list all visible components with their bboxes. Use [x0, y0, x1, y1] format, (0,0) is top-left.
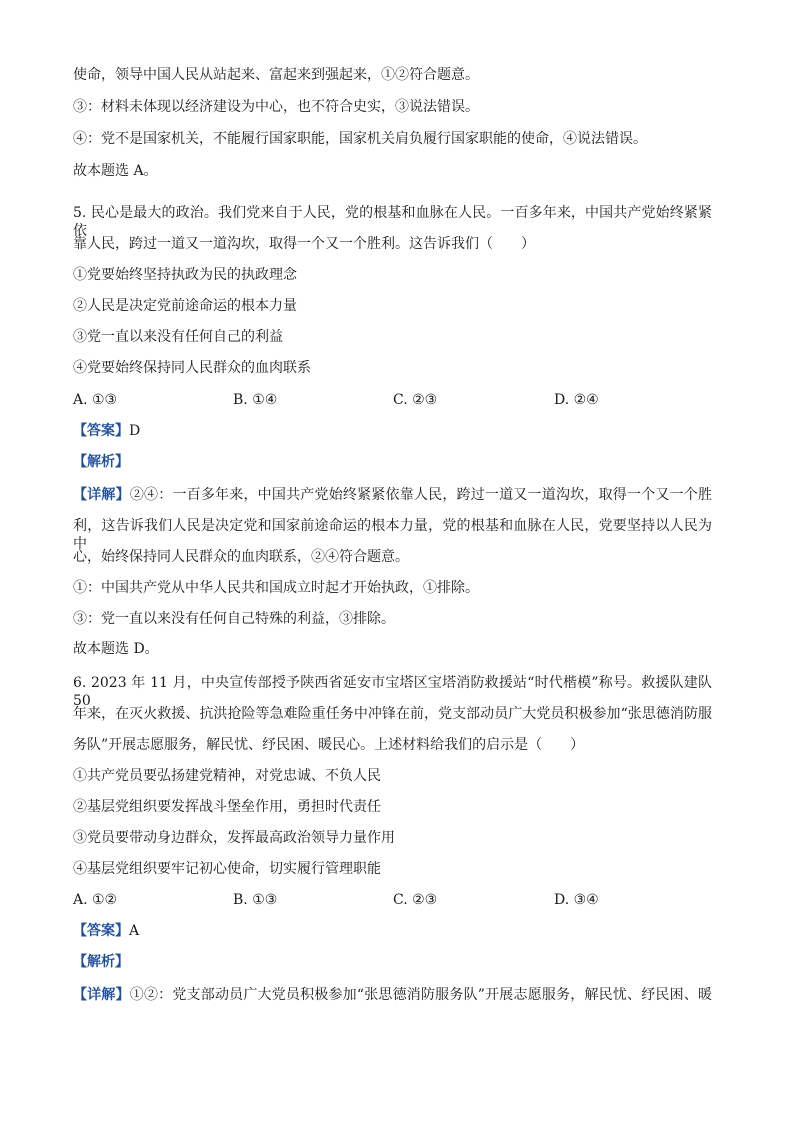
option-b: B. ①④	[233, 392, 278, 408]
q6-statement: ③党员要带动身边群众，发挥最高政治领导力量作用	[73, 830, 395, 846]
q6-statement: ②基层党组织要发挥战斗堡垒作用，勇担时代责任	[73, 799, 381, 815]
q5-detail-line: ③：党一直以来没有任何自己特殊的利益，③排除。	[73, 611, 395, 627]
q4-explanation-line: 使命，领导中国人民从站起来、富起来到强起来，①②符合题意。	[73, 67, 479, 83]
answer-value: A	[129, 923, 140, 939]
q5-answer	[73, 422, 140, 440]
q6-detail-line	[73, 986, 712, 1004]
q5-stem-line: 5. 民心是最大的政治。我们党来自于人民，党的根基和血脉在人民。一百多年来，中国共产党始终紧紧依	[73, 205, 712, 239]
q4-explanation-line: ④：党不是国家机关，不能履行国家职能，国家机关肩负履行国家职能的使命，④说法错误。	[73, 131, 647, 147]
q5-detail-line: 心，始终保持同人民群众的血肉联系，②④符合题意。	[73, 549, 409, 565]
q5-statement: ③党一直以来没有任何自己的利益	[73, 329, 283, 345]
q5-stem-line: 靠人民，跨过一道又一道沟坎，取得一个又一个胜利。这告诉我们（ ）	[73, 236, 535, 252]
analysis-tag: 【解析】	[73, 454, 129, 470]
q6-stem-line: 务队”开展志愿服务，解民忧、纾民困、暖民心。上述材料给我们的启示是（ ）	[73, 737, 585, 753]
q6-statement: ④基层党组织要牢记初心使命，切实履行管理职能	[73, 861, 381, 877]
option-b: B. ①③	[233, 892, 278, 908]
option-c: C. ②③	[393, 392, 438, 408]
option-a: A. ①②	[73, 892, 118, 908]
option-c: C. ②③	[393, 892, 438, 908]
option-a: A. ①③	[73, 392, 118, 408]
answer-tag: 【答案】	[73, 923, 129, 939]
answer-tag: 【答案】	[73, 423, 129, 439]
q5-conclusion: 故本题选 D。	[73, 641, 159, 657]
q5-detail-line	[73, 486, 712, 504]
q5-detail-line: ①：中国共产党从中华人民共和国成立时起才开始执政，①排除。	[73, 580, 479, 596]
q6-statement: ①共产党员要弘扬建党精神，对党忠诚、不负人民	[73, 768, 381, 784]
q6-stem-line: 6. 2023 年 11 月，中央宣传部授予陕西省延安市宝塔区宝塔消防救援站“时代楷模”称号。救援队建队 50	[73, 675, 712, 709]
q6-analysis	[73, 953, 129, 971]
q5-analysis	[73, 453, 129, 471]
q5-detail-line: 利，这告诉我们人民是决定党和国家前途命运的根本力量，党的根基和血脉在人民，党要坚持以人民为中	[73, 518, 712, 552]
analysis-tag: 【解析】	[73, 954, 129, 970]
detail-text: ①②：党支部动员广大党员积极参加“张思德消防服务队”开展志愿服务，解民忧、纾民困、暖	[129, 987, 713, 1003]
q5-statement: ②人民是决定党前途命运的根本力量	[73, 298, 297, 314]
option-d: D. ②④	[554, 392, 599, 408]
q5-statement: ④党要始终保持同人民群众的血肉联系	[73, 360, 311, 376]
detail-tag: 【详解】	[73, 987, 130, 1003]
answer-value: D	[129, 423, 141, 439]
q6-stem-line: 年来，在灭火救援、抗洪抢险等急难险重任务中冲锋在前，党支部动员广大党员积极参加“张思德消防服	[73, 706, 712, 722]
detail-text: ②④：一百多年来，中国共产党始终紧紧依靠人民，跨过一道又一道沟坎，取得一个又一个胜	[129, 487, 713, 503]
q4-conclusion: 故本题选 A。	[73, 163, 158, 179]
option-d: D. ③④	[554, 892, 599, 908]
q6-answer	[73, 922, 139, 940]
q4-explanation-line: ③：材料未体现以经济建设为中心，也不符合史实，③说法错误。	[73, 99, 479, 115]
q5-statement: ①党要始终坚持执政为民的执政理念	[73, 267, 297, 283]
detail-tag: 【详解】	[73, 487, 130, 503]
